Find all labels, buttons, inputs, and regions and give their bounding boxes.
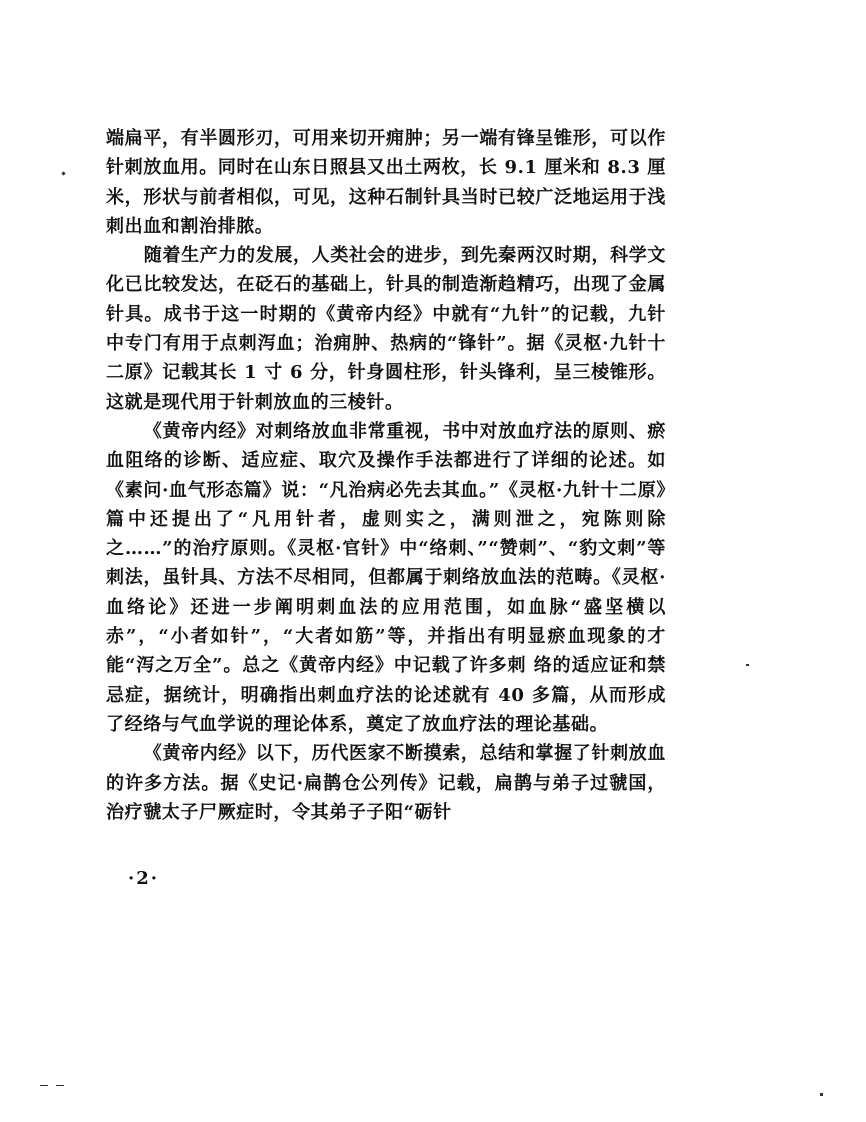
scan-speck [56, 1085, 64, 1086]
paragraph-1: 端扁平，有半圆形刃，可用来切开痈肿；另一端有锋呈锥形，可以作针刺放血用。同时在山东日照县又出土两枚，长 9.1 厘米和 8.3 厘米，形状与前者相似，可见，这种石制针具当时已较广泛地运用于浅刺出血和割治排脓。 [106, 128, 666, 237]
paragraph-4: 《黄帝内经》以下，历代医家不断摸索，总结和掌握了针刺放血的许多方法。据《史记·扁鹊仓公列传》记载，扁鹊与弟子过虢国，治疗虢太子尸厥症时，令其弟子子阳“砺针 [106, 743, 666, 823]
paragraph-2: 随着生产力的发展，人类社会的进步，到先秦两汉时期，科学文化已比较发达，在砭石的基础上，针具的制造渐趋精巧，出现了金属针具。成书于这一时期的《黄帝内经》中就有“九针”的记载，九针中专门有用于点刺泻血；治痈肿、热病的“锋针”。据《灵枢·九针十二原》记载其长 1 寸 6 分，针身圆柱形，针头锋利，呈三棱锥形。这就是现代用于针刺放血的三棱针。 [106, 245, 666, 413]
scan-speck [746, 664, 749, 666]
scan-speck [61, 171, 65, 175]
scan-speck [40, 1085, 48, 1086]
paragraph-3: 《黄帝内经》对刺络放血非常重视，书中对放血疗法的原则、瘀血阻络的诊断、适应症、取穴及操作手法都进行了详细的论述。如《素问·血气形态篇》说：“凡治病必先去其血。”《灵枢·九针十二原》篇中还提出了“凡用针者，虚则实之，满则泄之，宛陈则除之……”的治疗原则。《灵枢·官针》中“络刺、”“赞刺”、“豹文刺”等刺法，虽针具、方法不尽相同，但都属于刺络放血法的范畴。《灵枢·血络论》还进一步阐明刺血法的应用范围，如血脉“盛坚横以赤”，“小者如针”，“大者如筋”等，并指出有明显瘀血现象的才能“泻之万全”。总之《黄帝内经》中记载了许多刺 络的适应证和禁忌症，据统计，明确指出刺血疗法的论述就有 40 多篇，从而形成了经络与气血学说的理论体系，奠定了放血疗法的理论基础。 [106, 420, 666, 735]
body-text [106, 124, 666, 827]
page-number: ·2· [128, 868, 160, 889]
scan-speck [820, 1093, 823, 1096]
